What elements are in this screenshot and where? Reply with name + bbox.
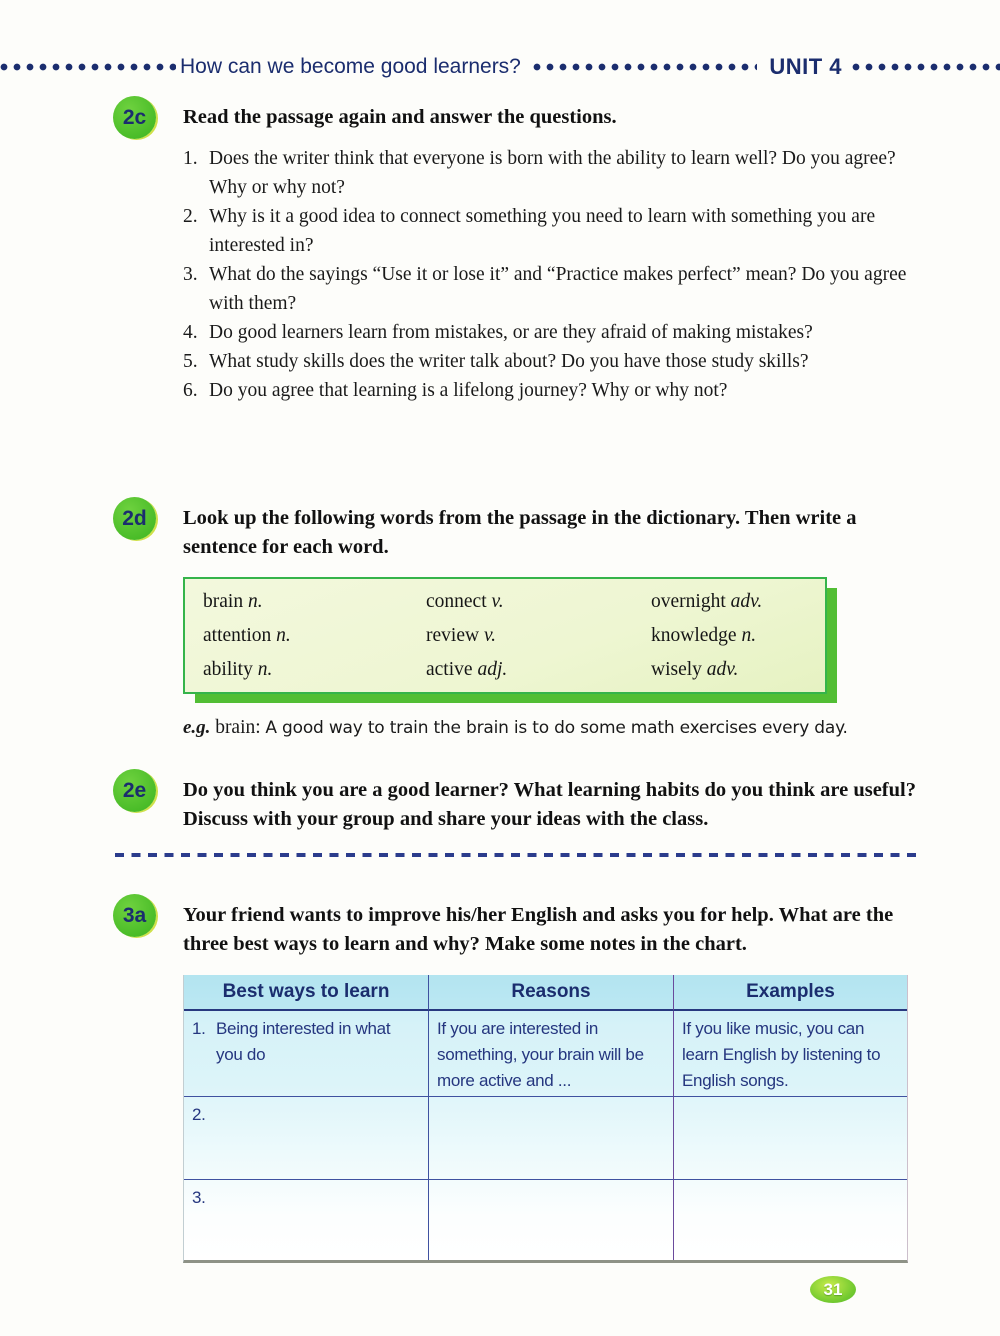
vocab-word: [203, 623, 426, 649]
question-item: [183, 260, 925, 318]
section-2c-heading: Read the passage again and answer the questions.: [183, 106, 617, 128]
word: attention: [203, 624, 272, 646]
part-of-speech: n.: [741, 624, 757, 646]
eg-sentence: A good way to train the brain is to do some math exercises every day.: [265, 718, 848, 738]
question-text: Do you agree that learning is a lifelong journey? Why or why not?: [209, 380, 728, 401]
unit-label: UNIT 4: [769, 54, 842, 79]
question-number: 2.: [183, 206, 198, 227]
table-row2-way-cell: [184, 1097, 429, 1180]
question-text: What study skills does the writer talk about? Do you have those study skills?: [209, 351, 809, 372]
table-row3-example-cell: [674, 1180, 907, 1260]
vocab-word: [203, 657, 426, 683]
part-of-speech: n.: [276, 624, 291, 646]
table-row1-way-cell: [184, 1011, 429, 1097]
table-header-reasons: Reasons: [429, 975, 674, 1011]
section-3a: [113, 894, 925, 1263]
header-dots-right: [852, 63, 1000, 71]
question-item: [183, 202, 925, 260]
part-of-speech: adv.: [730, 590, 763, 612]
vocab-word: [651, 623, 825, 649]
vocab-word: [426, 623, 651, 649]
section-badge-2c: 2c: [113, 96, 156, 139]
table-row2-example-cell: [674, 1097, 907, 1180]
way-text: Being interested in what you do: [216, 1019, 391, 1064]
question-text: What do the sayings “Use it or lose it” and “Practice makes perfect” mean? Do you agree with them?: [209, 264, 907, 314]
vocab-word: [426, 589, 651, 615]
word: active: [426, 658, 473, 680]
question-item: [183, 376, 925, 405]
question-text: Why is it a good idea to connect something you need to learn with something you are interested in?: [209, 206, 876, 256]
page-number-badge: 31: [810, 1276, 856, 1303]
word: brain: [203, 590, 244, 612]
word: ability: [203, 658, 253, 680]
question-item: [183, 318, 925, 347]
table-row1-example-cell: If you like music, you can learn English by listening to English songs.: [674, 1011, 907, 1097]
question-text: Do good learners learn from mistakes, or are they afraid of making mistakes?: [209, 322, 813, 343]
section-2d: [113, 497, 925, 739]
dashed-divider: [115, 853, 920, 857]
section-2c: [113, 96, 925, 405]
row-number: 2.: [192, 1105, 206, 1124]
example-sentence-line: [183, 717, 925, 739]
section-2e: [113, 769, 925, 834]
vocab-word: [651, 657, 825, 683]
part-of-speech: v.: [491, 590, 504, 612]
word: overnight: [651, 590, 726, 612]
word: review: [426, 624, 480, 646]
section-badge-3a: 3a: [113, 894, 156, 937]
vocab-word: [651, 589, 825, 615]
question-number: 4.: [183, 322, 198, 343]
eg-word: brain:: [215, 717, 261, 738]
table-row2-reason-cell: [429, 1097, 674, 1180]
question-number: 5.: [183, 351, 198, 372]
table-row3-way-cell: [184, 1180, 429, 1260]
table-row1-reason-cell: If you are interested in something, your brain will be more active and ...: [429, 1011, 674, 1097]
vocabulary-box: [183, 577, 827, 694]
part-of-speech: n.: [257, 658, 273, 680]
eg-label: e.g.: [183, 717, 211, 738]
table-header-best-ways: Best ways to learn: [184, 975, 429, 1011]
row-number: 1.: [192, 1019, 206, 1038]
question-text: Does the writer think that everyone is born with the ability to learn well? Do you agree? Why or why not?: [209, 148, 896, 198]
table-row3-reason-cell: [429, 1180, 674, 1260]
row-number: 3.: [192, 1188, 206, 1207]
part-of-speech: adj.: [477, 658, 508, 680]
notes-table: [183, 975, 908, 1263]
section-2d-heading: Look up the following words from the passage in the dictionary. Then write a sentence for each word.: [183, 507, 857, 558]
word: connect: [426, 590, 487, 612]
section-badge-2e: 2e: [113, 769, 156, 812]
question-item: [183, 347, 925, 376]
way-text: [216, 1102, 420, 1175]
unit-question-title: How can we become good learners?: [180, 55, 521, 78]
part-of-speech: v.: [483, 624, 497, 646]
page-header: [0, 54, 1000, 80]
question-list: [183, 144, 925, 405]
question-number: 3.: [183, 264, 198, 285]
section-3a-heading: Your friend wants to improve his/her English and asks you for help. What are the three best ways to learn and why? Make some notes in the chart.: [183, 904, 894, 955]
section-badge-2d: 2d: [113, 497, 156, 540]
vocab-word: [203, 589, 426, 615]
part-of-speech: n.: [247, 590, 263, 612]
part-of-speech: adv.: [706, 658, 739, 680]
vocab-word: [426, 657, 651, 683]
question-item: [183, 144, 925, 202]
table-header-examples: Examples: [674, 975, 907, 1011]
word: wisely: [651, 658, 702, 680]
question-number: 6.: [183, 380, 198, 401]
way-text: [216, 1185, 420, 1256]
section-2e-heading: Do you think you are a good learner? What learning habits do you think are useful? Discuss with your group and share your ideas with the class.: [183, 779, 916, 830]
question-number: 1.: [183, 148, 198, 169]
header-dots-middle: [533, 63, 757, 71]
word: knowledge: [651, 624, 737, 646]
header-dots-left: [0, 63, 176, 71]
